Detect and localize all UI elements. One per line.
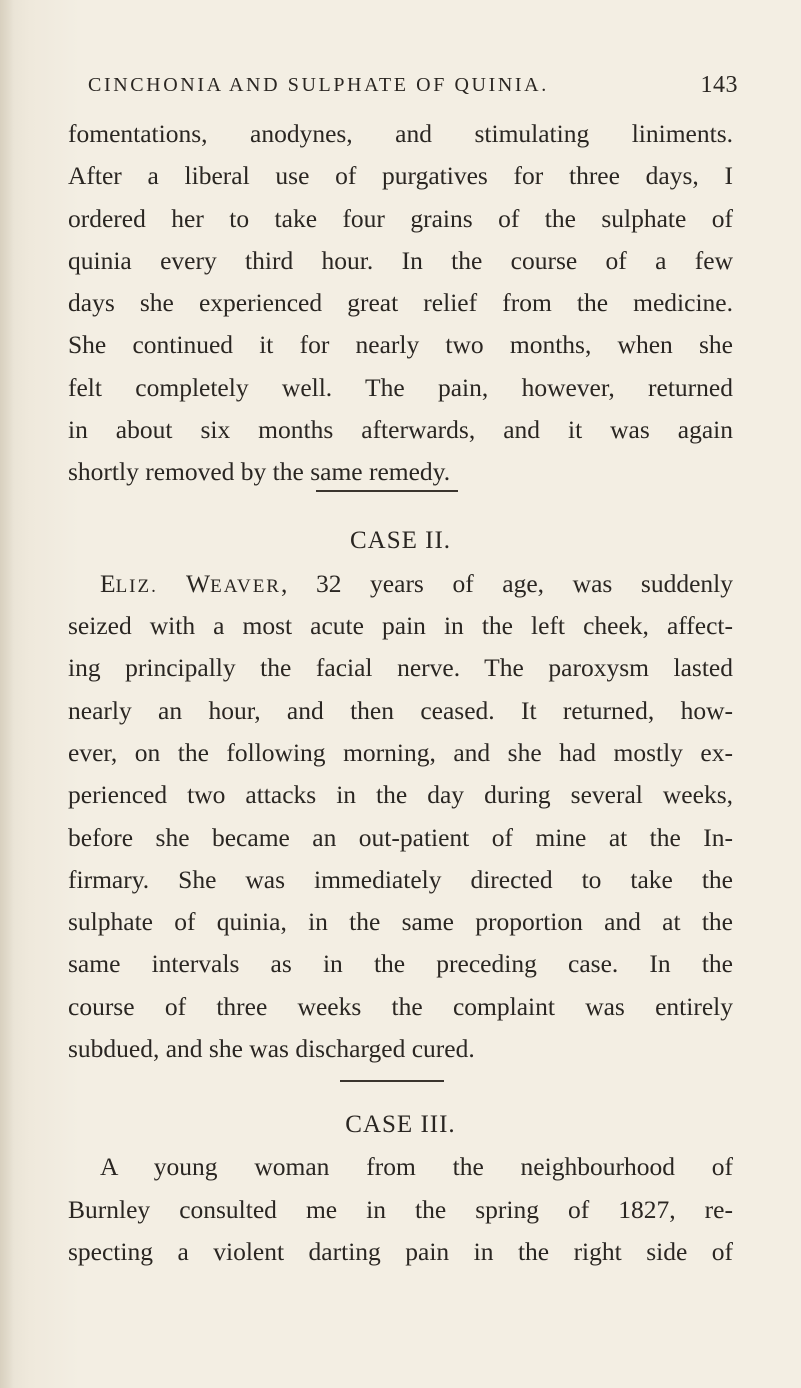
gutter-shadow [0, 0, 14, 1388]
case-3-line: A young woman from the neighbourhood of [100, 1152, 733, 1181]
case-2-line: perienced two attacks in the day during several weeks, [68, 780, 733, 809]
case-2-line: course of three weeks the complaint was entirely [68, 992, 733, 1021]
patient-name-smallcaps: LIZ. [115, 576, 158, 597]
running-head-title: CINCHONIA AND SULPHATE OF QUINIA. [88, 74, 549, 96]
paragraph-1-line: After a liberal use of purgatives for three days, I [68, 161, 733, 190]
paragraph-1-line: in about six months afterwards, and it was again [68, 415, 733, 444]
patient-name-smallcaps: EAVER [210, 576, 281, 597]
running-head [88, 74, 738, 104]
paragraph-1-line: shortly removed by the same remedy. [68, 457, 451, 486]
case-2-line: nearly an hour, and then ceased. It returned, how- [68, 696, 733, 725]
case-2-first-line [100, 571, 733, 597]
case-2-line: ing principally the facial nerve. The paroxysm lasted [68, 653, 733, 682]
paragraph-1-line: days she experienced great relief from the medicine. [68, 288, 733, 317]
case-2-line: before she became an out-patient of mine at the In- [68, 823, 733, 852]
page-number: 143 [700, 72, 738, 98]
case-2-line: same intervals as in the preceding case. In the [68, 949, 733, 978]
paragraph-1-line: She continued it for nearly two months, when she [68, 330, 733, 359]
case-2-first-line-rest: , 32 years of age, was suddenly [280, 569, 733, 598]
case-2-line: ever, on the following morning, and she had mostly ex- [68, 738, 733, 767]
paragraph-1-line: ordered her to take four grains of the sulphate of [68, 204, 733, 233]
paragraph-1-line: fomentations, anodynes, and stimulating liniments. [68, 119, 733, 148]
patient-name-initial: W [186, 569, 211, 598]
section-divider [340, 1080, 444, 1082]
case-2-line: sulphate of quinia, in the same proportion and at the [68, 907, 733, 936]
case-2-heading: CASE II. [349, 527, 452, 554]
case-2-line: firmary. She was immediately directed to take the [68, 865, 733, 894]
paragraph-1-line: quinia every third hour. In the course of a few [68, 246, 733, 275]
case-3-heading: CASE III. [345, 1111, 456, 1138]
case-3-line: Burnley consulted me in the spring of 1827, re- [68, 1195, 733, 1224]
patient-name-initial: E [100, 569, 116, 598]
case-2-line: seized with a most acute pain in the left cheek, affect- [68, 611, 733, 640]
section-divider [316, 490, 458, 492]
case-3-line: specting a violent darting pain in the right side of [68, 1237, 733, 1266]
case-2-line: subdued, and she was discharged cured. [68, 1034, 475, 1063]
paragraph-1-line: felt completely well. The pain, however, returned [68, 373, 733, 402]
